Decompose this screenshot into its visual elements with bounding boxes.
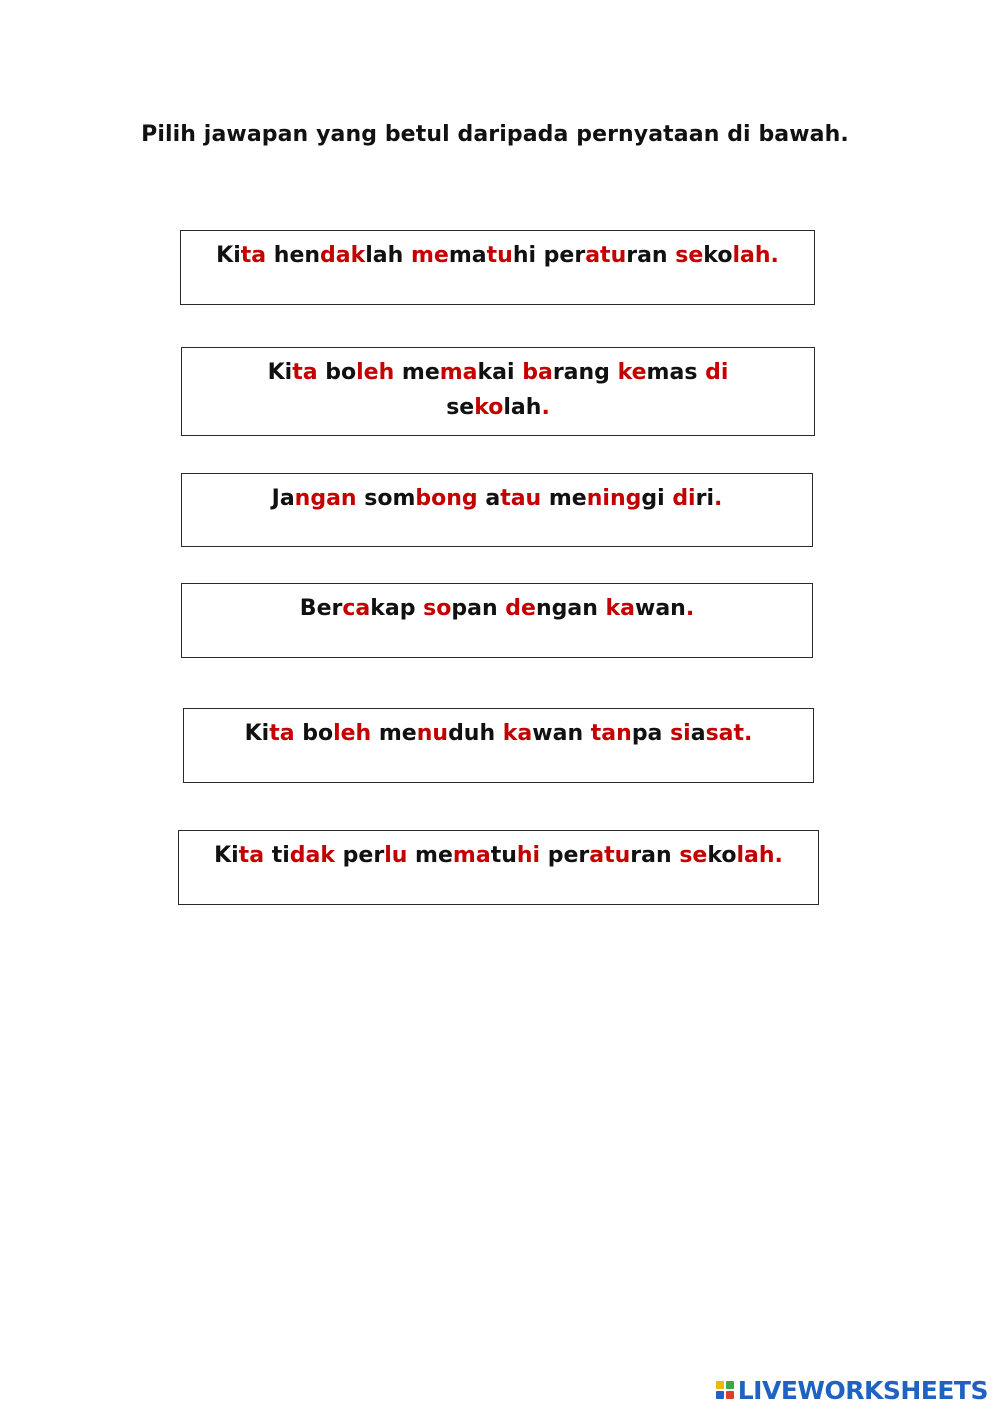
- option-text-segment: pan: [451, 596, 506, 621]
- option-text-segment: me: [541, 486, 587, 511]
- option-text-segment: ngan: [294, 486, 357, 511]
- option-text-segment: ma: [452, 843, 491, 868]
- option-text-segment: ta: [238, 843, 265, 868]
- option-text-segment: per: [540, 843, 590, 868]
- option-text-segment: Ber: [299, 596, 343, 621]
- option-text-segment: hi: [516, 843, 541, 868]
- option-text-segment: leh: [356, 360, 395, 385]
- option-text-segment: tu: [486, 243, 513, 268]
- instruction-heading: Pilih jawapan yang betul daripada pernyataan di bawah.: [141, 122, 849, 147]
- option-text-segment: Ki: [244, 721, 270, 746]
- option-text-segment: ka: [502, 721, 533, 746]
- option-text-segment: atu: [589, 843, 631, 868]
- option-text-segment: tan: [590, 721, 632, 746]
- option-text-segment: ka: [605, 596, 635, 621]
- option-text-segment: ca: [342, 596, 371, 621]
- option-text-segment: di: [672, 486, 696, 511]
- option-text-segment: nu: [416, 721, 449, 746]
- option-text-segment: si: [670, 721, 691, 746]
- option-text-segment: so: [423, 596, 452, 621]
- option-text-segment: pa: [631, 721, 671, 746]
- answer-option-3[interactable]: [181, 473, 813, 547]
- logo-mark-icon: [716, 1381, 734, 1399]
- logo-text: LIVEWORKSHEETS: [737, 1375, 988, 1405]
- option-text-segment: bo: [317, 360, 357, 385]
- option-text-segment: .: [685, 596, 695, 621]
- option-text-segment: ngan: [535, 596, 606, 621]
- option-text-segment: kai: [477, 360, 523, 385]
- option-text-segment: ma: [439, 360, 478, 385]
- option-text-segment: dak: [289, 843, 335, 868]
- option-text-segment: tu: [490, 843, 517, 868]
- option-text-segment: di: [705, 360, 729, 385]
- option-text-segment: hi per: [512, 243, 586, 268]
- option-text-segment: se: [679, 843, 708, 868]
- option-text-segment: lah: [365, 243, 411, 268]
- option-text-segment: ko: [703, 243, 733, 268]
- option-text-segment: gi: [641, 486, 673, 511]
- option-text-segment: wan: [635, 596, 686, 621]
- option-text-segment: ko: [474, 395, 504, 420]
- answer-option-1[interactable]: [180, 230, 815, 305]
- option-text-segment: .: [714, 486, 723, 511]
- option-text-segment: bo: [294, 721, 334, 746]
- option-text-segment: lu: [384, 843, 408, 868]
- option-text-segment: ti: [264, 843, 290, 868]
- option-text-segment: me: [394, 360, 440, 385]
- option-text-segment: ri: [695, 486, 714, 511]
- option-text-segment: Ja: [271, 486, 295, 511]
- option-text-segment: bong: [415, 486, 478, 511]
- option-text-segment: rang: [552, 360, 618, 385]
- option-text-segment: se: [675, 243, 704, 268]
- option-text-segment: lah.: [736, 843, 783, 868]
- option-text-segment: kap: [370, 596, 424, 621]
- option-text-segment: hen: [266, 243, 321, 268]
- answer-option-2[interactable]: [181, 347, 815, 436]
- option-text-segment: lah.: [732, 243, 779, 268]
- option-text-segment: ta: [240, 243, 267, 268]
- option-text-segment: per: [335, 843, 385, 868]
- option-text-segment: ma: [448, 243, 487, 268]
- option-text-segment: ko: [707, 843, 737, 868]
- option-text-segment: Ki: [216, 243, 241, 268]
- option-text-segment: ran: [630, 843, 680, 868]
- option-text-segment: ta: [269, 721, 295, 746]
- option-text-segment: tau: [500, 486, 542, 511]
- option-text-segment: .: [541, 395, 550, 420]
- answer-option-5[interactable]: [183, 708, 814, 783]
- option-text-segment: se: [446, 395, 475, 420]
- option-text-segment: me: [371, 721, 417, 746]
- option-text-segment: ran: [626, 243, 676, 268]
- option-text-segment: leh: [333, 721, 372, 746]
- option-text-segment: ta: [292, 360, 318, 385]
- option-text-segment: duh: [448, 721, 503, 746]
- answer-option-4[interactable]: [181, 583, 813, 658]
- liveworksheets-logo: [716, 1375, 988, 1405]
- option-text-segment: Ki: [267, 360, 293, 385]
- option-text-segment: atu: [585, 243, 627, 268]
- answer-option-6[interactable]: [178, 830, 819, 905]
- option-text-segment: som: [356, 486, 416, 511]
- option-text-segment: ning: [586, 486, 642, 511]
- option-text-segment: de: [505, 596, 536, 621]
- option-text-segment: ba: [522, 360, 553, 385]
- option-text-segment: sat.: [705, 721, 753, 746]
- option-text-segment: a: [690, 721, 706, 746]
- option-text-segment: lah: [503, 395, 542, 420]
- option-text-segment: ke: [617, 360, 647, 385]
- option-text-segment: dak: [320, 243, 366, 268]
- option-text-segment: mas: [646, 360, 706, 385]
- option-text-segment: wan: [532, 721, 591, 746]
- option-text-segment: a: [477, 486, 501, 511]
- option-text-segment: me: [407, 843, 453, 868]
- option-text-segment: Ki: [214, 843, 239, 868]
- option-text-segment: me: [410, 243, 449, 268]
